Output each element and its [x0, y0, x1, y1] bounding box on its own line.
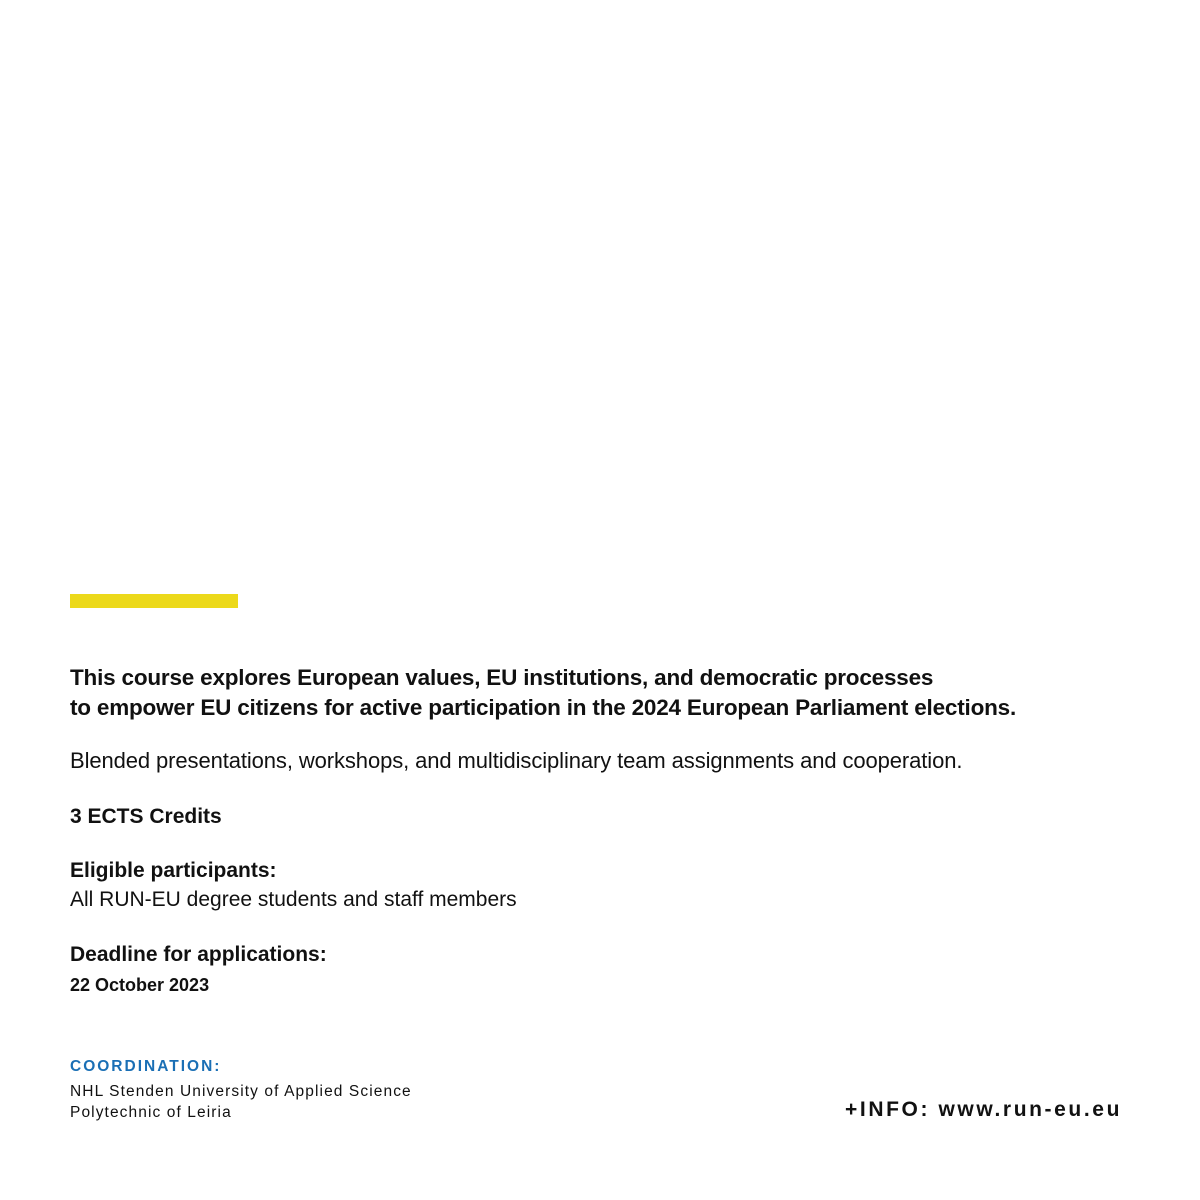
coordination-institution: Polytechnic of Leiria [70, 1104, 232, 1121]
course-description [70, 663, 1170, 723]
course-description-line-2: to empower EU citizens for active participation in the 2024 European Parliament elections. [70, 695, 1017, 720]
accent-bar [70, 594, 238, 608]
deadline-heading: Deadline for applications: [70, 943, 327, 966]
eligible-participants-value: All RUN-EU degree students and staff members [70, 888, 517, 911]
deadline-value: 22 October 2023 [70, 975, 210, 995]
coordination-heading: COORDINATION: [70, 1058, 222, 1075]
eligible-participants-heading: Eligible participants: [70, 859, 277, 882]
coordination-institution: NHL Stenden University of Applied Science [70, 1083, 412, 1100]
course-format: Blended presentations, workshops, and multidisciplinary team assignments and cooperation. [70, 748, 963, 773]
credits: 3 ECTS Credits [70, 805, 222, 828]
course-description-line-1: This course explores European values, EU institutions, and democratic processes [70, 665, 934, 690]
info-link[interactable]: +INFO: www.run-eu.eu [845, 1098, 1122, 1121]
